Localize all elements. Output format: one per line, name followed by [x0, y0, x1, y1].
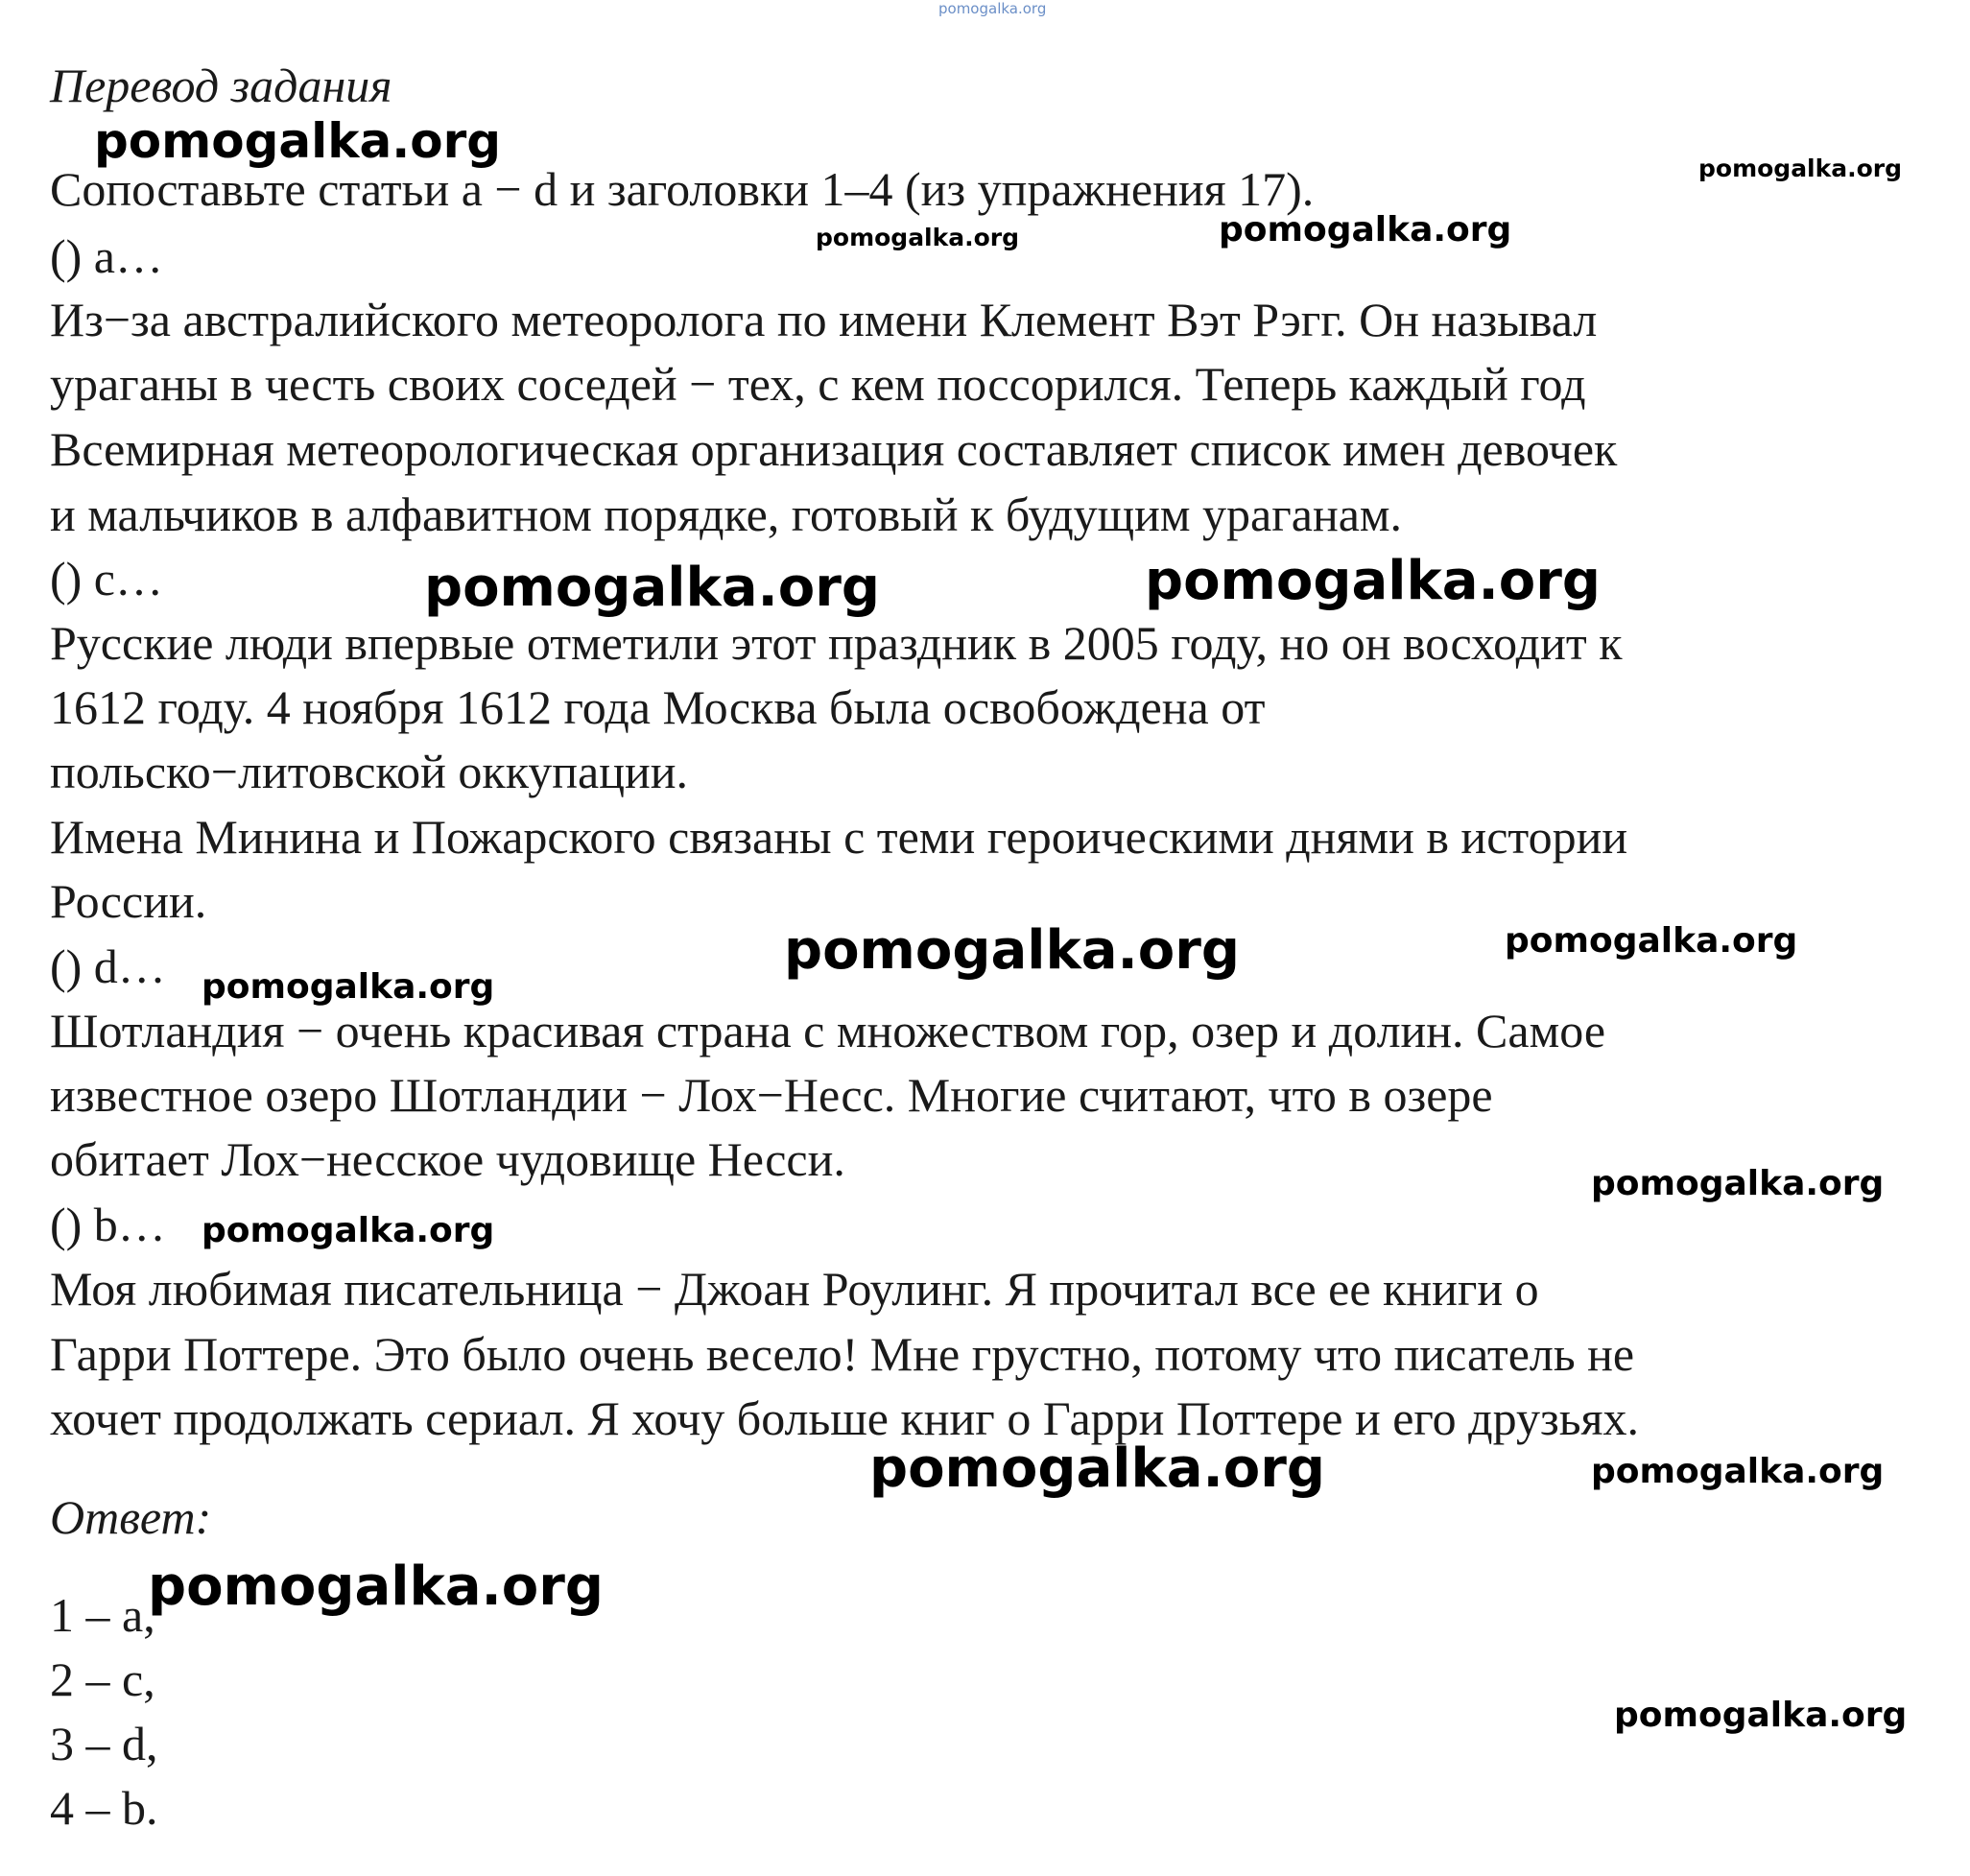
section-d-line: Шотландия − очень красивая страна с множеством гор, озер и долин. Самое [50, 1004, 1606, 1057]
section-d-line: известное озеро Шотландии − Лох−Несс. Многие считают, что в озере [50, 1068, 1493, 1122]
section-c-line: Имена Минина и Пожарского связаны с теми героическими днями в истории [50, 810, 1628, 864]
watermark: pomogalka.org [1591, 1164, 1885, 1203]
watermark: pomogalka.org [1145, 550, 1601, 612]
watermark: pomogalka.org [1614, 1696, 1908, 1735]
answer-item: 3 – d, [50, 1717, 158, 1770]
task-text: Сопоставьте статьи a − d и заголовки 1–4 (из упражнения 17). [50, 162, 1315, 216]
section-c-line: 1612 году. 4 ноября 1612 года Москва была освобождена от [50, 680, 1266, 734]
watermark: pomogalka.org [1591, 1452, 1885, 1491]
section-b-line: Моя любимая писательница − Джоан Роулинг. Я прочитал все ее книги о [50, 1262, 1539, 1316]
watermark: pomogalka.org [869, 1437, 1325, 1500]
document-heading: Перевод задания [50, 59, 392, 112]
section-c-line: Русские люди впервые отметили этот праздник в 2005 году, но он восходит к [50, 616, 1623, 670]
section-d-line: обитает Лох−несское чудовище Несси. [50, 1132, 845, 1186]
watermark: pomogalka.org [202, 1211, 495, 1250]
section-b-line: хочет продолжать сериал. Я хочу больше книг о Гарри Поттере и его друзьях. [50, 1391, 1640, 1445]
answer-item: 1 – a, [50, 1588, 155, 1642]
watermark: pomogalka.org [784, 919, 1240, 982]
answer-heading: Ответ: [50, 1490, 212, 1544]
watermark: pomogalka.org [1219, 210, 1512, 249]
section-a-line: Всемирная метеорологическая организация составляет список имен девочек [50, 422, 1618, 476]
section-c-marker: () c… [50, 552, 163, 606]
section-b-marker: () b… [50, 1198, 166, 1251]
section-c-line: польско−литовской оккупации. [50, 745, 689, 798]
section-c-line: России. [50, 874, 207, 928]
section-a-line: Из−за австралийского метеоролога по имени Клемент Вэт Рэгг. Он называл [50, 293, 1598, 346]
section-d-marker: () d… [50, 939, 166, 993]
section-a-line: и мальчиков в алфавитном порядке, готовый к будущим ураганам. [50, 487, 1403, 541]
answer-item: 2 – c, [50, 1652, 155, 1706]
section-b-line: Гарри Поттере. Это было очень весело! Мне грустно, потому что писатель не [50, 1327, 1635, 1381]
watermark-top: pomogalka.org [938, 0, 1047, 17]
answer-item: 4 – b. [50, 1781, 158, 1835]
watermark: pomogalka.org [816, 224, 1020, 251]
watermark: pomogalka.org [1698, 154, 1903, 182]
section-a-marker: () a… [50, 229, 163, 283]
watermark: pomogalka.org [424, 557, 880, 619]
watermark: pomogalka.org [148, 1555, 604, 1618]
watermark: pomogalka.org [1505, 921, 1798, 961]
watermark: pomogalka.org [94, 113, 502, 169]
watermark: pomogalka.org [202, 967, 495, 1007]
section-a-line: ураганы в честь своих соседей − тех, с кем поссорился. Теперь каждый год [50, 357, 1586, 411]
